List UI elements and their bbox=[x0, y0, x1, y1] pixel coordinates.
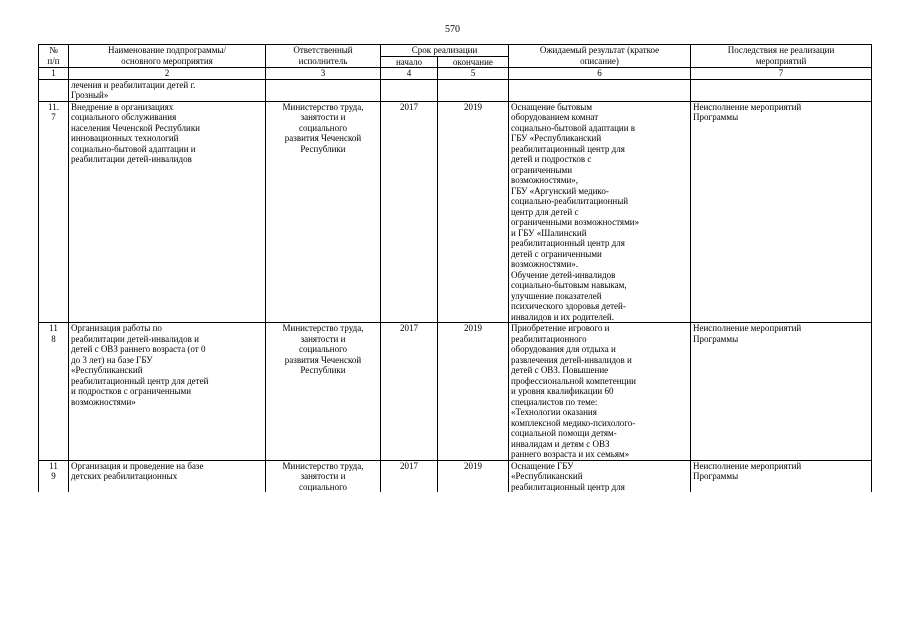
text-line: детских реабилитационных bbox=[71, 471, 178, 481]
cell-executor bbox=[266, 460, 381, 492]
text-line: возможностями» bbox=[71, 396, 136, 407]
cell-num bbox=[39, 460, 69, 492]
header-row-1 bbox=[39, 45, 872, 57]
text-line: возможностями», bbox=[511, 175, 579, 185]
text-line: детей с ОВЗ. Повышение bbox=[511, 365, 609, 375]
text-line: детей с ОВЗ раннего возраста (от 0 bbox=[71, 344, 206, 354]
text-line: Приобретение игрового и bbox=[511, 323, 610, 333]
cell-result bbox=[509, 101, 691, 323]
header-name-line: основного мероприятия bbox=[121, 55, 213, 66]
text-line: Министерство труда, bbox=[282, 323, 364, 333]
text-line: Министерство труда, bbox=[282, 101, 364, 112]
cell-num bbox=[39, 323, 69, 461]
text-line: возможностями». bbox=[511, 259, 579, 269]
text-line: реабилитационный центр для детей bbox=[71, 375, 209, 386]
cell-consequence bbox=[691, 460, 872, 492]
cell-name bbox=[69, 323, 266, 461]
column-number: 1 bbox=[39, 68, 69, 80]
text-line: реабилитационный центр для bbox=[511, 143, 625, 154]
header-executor-line: Ответственный bbox=[293, 45, 353, 55]
text-line: Организация работы по bbox=[71, 323, 162, 333]
text-line: Программы bbox=[693, 333, 739, 344]
header-name bbox=[69, 45, 266, 68]
text-line: центр для детей с bbox=[511, 206, 579, 217]
cell-end: 2019 bbox=[438, 323, 509, 461]
text-line: Обучение детей-инвалидов bbox=[511, 269, 616, 280]
text-line: ограниченными bbox=[511, 164, 573, 175]
text-line: 8 bbox=[51, 333, 56, 344]
text-line: реабилитации детей-инвалидов bbox=[71, 154, 192, 164]
header-result-line: описание) bbox=[580, 55, 619, 66]
text-line: Программы bbox=[693, 471, 739, 481]
cell-consequence bbox=[691, 323, 872, 461]
column-number: 2 bbox=[69, 68, 266, 80]
cell-start: 2017 bbox=[381, 323, 438, 461]
column-number: 7 bbox=[691, 68, 872, 80]
cell-name bbox=[69, 79, 266, 101]
text-line: «Республиканский bbox=[511, 471, 583, 481]
header-num-line: № bbox=[49, 45, 58, 55]
header-period-start: начало bbox=[381, 56, 438, 68]
header-executor-line: исполнитель bbox=[298, 55, 348, 66]
text-line: детей с ограниченными bbox=[511, 248, 602, 259]
text-line: ограниченными возможностями» bbox=[511, 217, 640, 227]
text-line: комплексной медико-психолого- bbox=[511, 417, 636, 428]
text-line: 9 bbox=[51, 471, 56, 481]
text-line: 11 bbox=[49, 460, 58, 471]
cell-end bbox=[438, 79, 509, 101]
table-row bbox=[39, 101, 872, 323]
header-consequence-line: Последствия не реализации bbox=[727, 45, 835, 55]
text-line: инвалидам и детям с ОВЗ bbox=[511, 438, 610, 449]
text-line: Неисполнение мероприятий bbox=[693, 323, 802, 333]
column-number: 6 bbox=[509, 68, 691, 80]
text-line: 11 bbox=[49, 323, 58, 333]
cell-num bbox=[39, 79, 69, 101]
cell-result bbox=[509, 460, 691, 492]
header-period: Срок реализации bbox=[381, 45, 509, 57]
cell-executor bbox=[266, 323, 381, 461]
text-line: Республики bbox=[300, 143, 346, 154]
cell-end: 2019 bbox=[438, 101, 509, 323]
header-executor bbox=[266, 45, 381, 68]
text-line: реабилитационный центр для bbox=[511, 238, 625, 248]
cell-end: 2019 bbox=[438, 460, 509, 492]
text-line: Организация и проведение на базе bbox=[71, 460, 204, 471]
text-line: реабилитации детей-инвалидов и bbox=[71, 333, 199, 344]
header-result-line: Ожидаемый результат (краткое bbox=[539, 45, 660, 55]
header-period-end: окончание bbox=[438, 56, 509, 68]
text-line: социально-бытовой адаптации в bbox=[511, 122, 636, 133]
column-number: 5 bbox=[438, 68, 509, 80]
text-line: детей и подростков с bbox=[511, 154, 592, 164]
cell-name bbox=[69, 101, 266, 323]
text-line: инновационных технологий bbox=[71, 133, 179, 143]
text-line: и уровня квалификации 60 bbox=[511, 386, 614, 396]
text-line: ГБУ «Республиканский bbox=[511, 133, 602, 143]
cell-start: 2017 bbox=[381, 101, 438, 323]
text-line: Программы bbox=[693, 112, 739, 122]
cell-consequence bbox=[691, 101, 872, 323]
text-line: специалистов по теме: bbox=[511, 396, 598, 407]
text-line: и подростков с ограниченными bbox=[71, 386, 192, 396]
text-line: оборудованием комнат bbox=[511, 112, 599, 122]
text-line: ГБУ «Аргунский медико- bbox=[511, 185, 609, 196]
header-name-line: Наименование подпрограммы/ bbox=[108, 45, 226, 55]
cell-result bbox=[509, 79, 691, 101]
page-number: 570 bbox=[445, 24, 460, 35]
cell-executor bbox=[266, 101, 381, 323]
column-number: 4 bbox=[381, 68, 438, 80]
header-consequence-line: мероприятий bbox=[755, 55, 807, 66]
text-line: раннего возраста и их семьям» bbox=[511, 449, 630, 459]
text-line: социально-бытовым навыкам, bbox=[511, 280, 627, 290]
text-line: реабилитационный центр для bbox=[511, 481, 625, 492]
text-line: и ГБУ «Шалинский bbox=[511, 227, 587, 238]
text-line: развития Чеченской bbox=[284, 354, 362, 365]
text-line: развития Чеченской bbox=[284, 133, 362, 143]
text-line: социального bbox=[298, 122, 348, 133]
text-line: 11. bbox=[48, 101, 59, 112]
text-line: занятости и bbox=[300, 471, 346, 481]
text-line: инвалидов и их родителей. bbox=[511, 311, 614, 322]
cell-num bbox=[39, 101, 69, 323]
text-line: улучшение показателей bbox=[511, 290, 602, 301]
cell-start: 2017 bbox=[381, 460, 438, 492]
cell-executor bbox=[266, 79, 381, 101]
text-line: социально-реабилитационный bbox=[511, 196, 629, 206]
text-line: социальной помощи детям- bbox=[511, 428, 617, 438]
text-line: «Республиканский bbox=[71, 365, 143, 375]
text-line: Неисполнение мероприятий bbox=[693, 101, 802, 112]
table-row bbox=[39, 323, 872, 461]
column-number: 3 bbox=[266, 68, 381, 80]
table-row-continuation bbox=[39, 79, 872, 101]
text-line: социального обслуживания bbox=[71, 112, 177, 122]
text-line: психического здоровья детей- bbox=[511, 301, 626, 311]
text-line: социального bbox=[298, 344, 348, 354]
text-line: профессиональной компетенции bbox=[511, 375, 636, 386]
header-result bbox=[509, 45, 691, 68]
program-table bbox=[38, 44, 872, 492]
text-line: лечения и реабилитации детей г. bbox=[71, 79, 196, 90]
text-line: социально-бытовой адаптации и bbox=[71, 143, 196, 154]
text-line: Министерство труда, bbox=[282, 460, 364, 471]
header-num bbox=[39, 45, 69, 68]
text-line: Республики bbox=[300, 365, 346, 375]
header-consequence bbox=[691, 45, 872, 68]
table-row bbox=[39, 460, 872, 492]
text-line: Внедрение в организациях bbox=[71, 101, 174, 112]
cell-name bbox=[69, 460, 266, 492]
cell-consequence bbox=[691, 79, 872, 101]
text-line: Оснащение бытовым bbox=[511, 101, 593, 112]
cell-result bbox=[509, 323, 691, 461]
column-number-row bbox=[39, 68, 872, 80]
text-line: Неисполнение мероприятий bbox=[693, 460, 802, 471]
header-num-line: п/п bbox=[47, 55, 60, 66]
text-line: «Технологии оказания bbox=[511, 407, 597, 417]
text-line: занятости и bbox=[300, 333, 346, 344]
text-line: реабилитационного bbox=[511, 333, 587, 344]
text-line: до 3 лет) на базе ГБУ bbox=[71, 354, 153, 365]
text-line: населения Чеченской Республики bbox=[71, 122, 201, 133]
text-line: занятости и bbox=[300, 112, 346, 122]
text-line: Оснащение ГБУ bbox=[511, 460, 574, 471]
text-line: социального bbox=[298, 481, 348, 492]
text-line: развлечения детей-инвалидов и bbox=[511, 354, 632, 365]
text-line: оборудования для отдыха и bbox=[511, 344, 616, 354]
cell-start bbox=[381, 79, 438, 101]
text-line: 7 bbox=[51, 112, 56, 122]
text-line: Грозный» bbox=[71, 90, 109, 100]
